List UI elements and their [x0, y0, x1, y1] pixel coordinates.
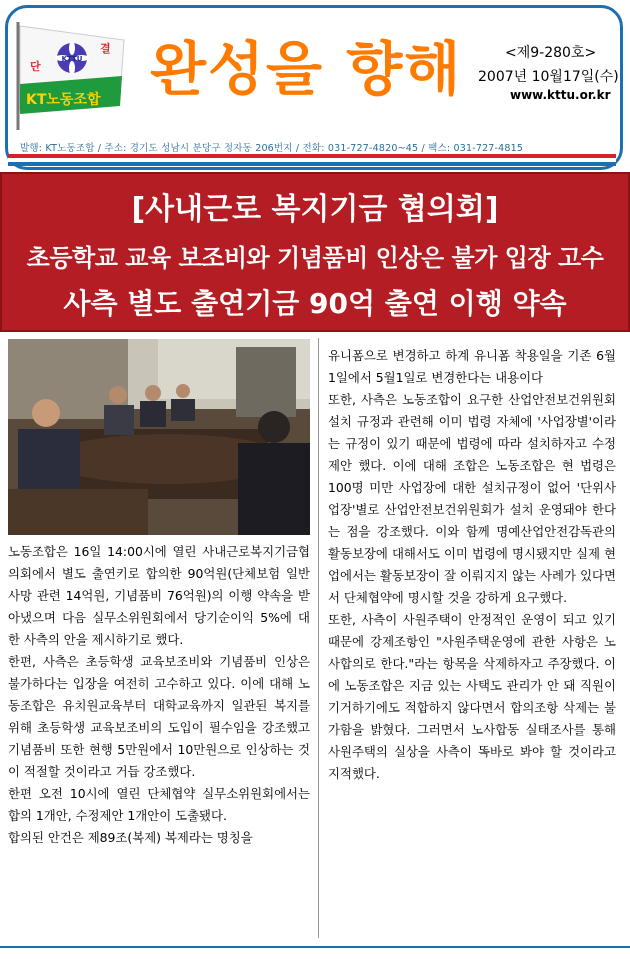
- article-paragraph: 합의된 안건은 제89조(복제) 복제라는 명칭을: [8, 830, 253, 845]
- article-right-column: [328, 345, 616, 785]
- headline-subtitle: 초등학교 교육 보조비와 기념품비 인상은 불가 입장 고수: [26, 244, 604, 272]
- headline-subtitle-2: 사측 별도 출연기금 90억 출연 이행 약속: [63, 287, 567, 320]
- flag-banner-text: KT노동조합: [26, 92, 101, 108]
- svg-text:결: 결: [100, 42, 111, 55]
- issue-number: <제9-280호>: [505, 45, 597, 61]
- bottom-rule: [0, 946, 630, 948]
- article-paragraph: 또한, 사측이 사원주택이 안정적인 운영이 되고 있기 때문에 강제조항인 "사원주택운영에 관한 사항은 노사합의로 한다."라는 항목을 삭제하자고 주장했다. 이에 노동조합은 지금 있는 사택도 관리가 안 돼 직원이 기거하기에도 적합하지 않다면서 합의조항 삭제는 불가함을 밝혔다. 그러면서 노사합동 실태조사를 통해 사원주택의 실상을 사측이 똑바로 봐야 할 것이라고 지적했다.: [328, 612, 616, 781]
- article-paragraph: 한편 오전 10시에 열린 단체협약 실무소위원회에서는 합의 1개안, 수정제안 1개안이 도출됐다.: [8, 786, 310, 823]
- divider-stripe-blue: [8, 162, 616, 166]
- flag-emblem-text: KTTU: [61, 55, 83, 63]
- newsletter-title: 완성을 향해: [150, 35, 463, 103]
- publisher-info: 발행: KT노동조합 / 주소: 경기도 성남시 분당구 정자동 206번지 / 전화: 031-727-4820~45 / 팩스: 031-727-4815: [20, 143, 524, 154]
- column-divider: [318, 338, 319, 938]
- article-paragraph: 노동조합은 16일 14:00시에 열린 사내근로복지기금협의회에서 별도 출연키로 합의한 90억원(단체보험 일반사망 관련 14억원, 기념품비 76억원)의 이행 약속을 받아냈으며 다음 실무소위원회에서 당기순이익 5%에 대한 사측의 안을 제시하기로 했다.: [8, 544, 310, 647]
- website-link[interactable]: www.kttu.or.kr: [510, 88, 611, 102]
- article-paragraph: 또한, 사측은 노동조합이 요구한 산업안전보건위원회 설치 규정과 관련해 이미 법령 자체에 '사업장별'이라는 규정이 있기 때문에 법령에 따라 설치하자고 수정 제안 했다. 이에 대해 조합은 노동조합은 현 법령은 100명 미만 사업장에 대한 설치규정이 없어 '단위사업장'별로 산업안전보건위원회가 설치 운영돼야 한다는 점을 강조했다. 이와 함께 명예산업안전감독관의 활동보장에 대해서도 이미 법령에 명시됐지만 실제 현업에서는 활동보장이 잘 이뤄지지 않는 사례가 있다면서 단체협약에 명시할 것을 강하게 요구했다.: [328, 392, 616, 605]
- issue-date: 2007년 10월17일(수): [478, 69, 619, 85]
- kttu-flag-logo: [12, 18, 132, 133]
- svg-text:단: 단: [30, 60, 41, 73]
- meeting-photo: [8, 339, 310, 535]
- article-paragraph: 한편, 사측은 초등학생 교육보조비와 기념품비 인상은 불가하다는 입장을 여전히 고수하고 있다. 이에 대해 노동조합은 유치원교육부터 대학교육까지 일관된 복지를 위해 초등학생 교육보조비의 도입이 필수임을 강조했고 기념품비 또한 현행 5만원에서 10만원으로 인상하는 것이 적절할 것이라고 거듭 강조했다.: [8, 654, 310, 779]
- article-paragraph: 유니폼으로 변경하고 하계 유니폼 착용일을 기존 6월1일에서 5월1일로 변경한다는 내용이다: [328, 348, 616, 385]
- article-left-column: [8, 541, 310, 849]
- headline-title: [사내근로 복지기금 협의회]: [131, 192, 499, 227]
